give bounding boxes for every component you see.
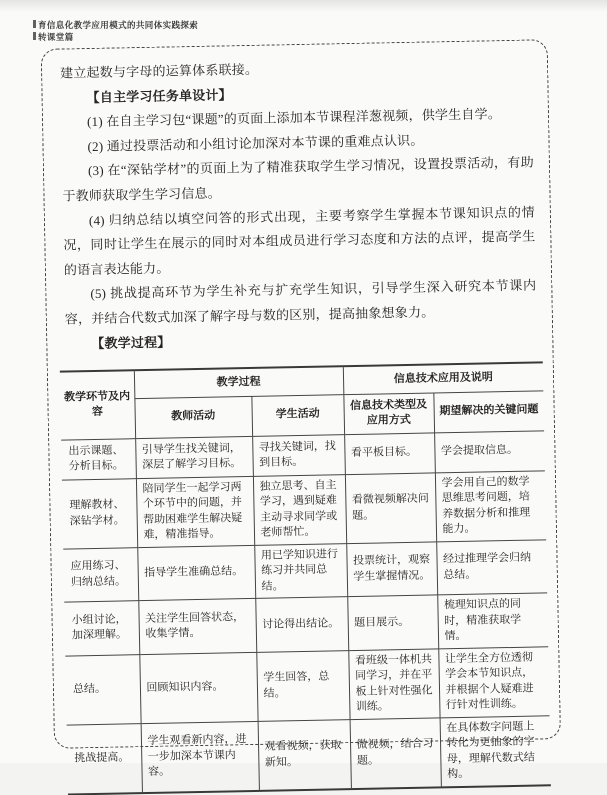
- header-env: 教学环节及内容: [60, 371, 135, 439]
- section-title-task-design: 【自主学习任务单设计】: [86, 86, 232, 105]
- cell-env: 小组讨论，加深理解。: [64, 601, 139, 656]
- teaching-process-table: [60, 363, 551, 793]
- cell-env: 应用练习、归纳总结。: [63, 547, 138, 602]
- cell-key-issue: 学会提取信息。: [434, 430, 545, 472]
- cell-env: 理解教材、深钻学材。: [62, 478, 137, 548]
- page-content: [41, 39, 561, 781]
- cell-student-activity: 寻找关键词，找到目标。: [252, 434, 345, 476]
- cell-tech-type: 看班级一体机共同学习，并在平板上针对性强化训练。: [348, 648, 439, 719]
- cell-key-issue: 经过推理学会归纳总结。: [436, 539, 547, 595]
- cell-tech-type: 微视频，结合习题。: [350, 717, 441, 787]
- cell-env: 总结。: [65, 654, 140, 724]
- task-item-2: (2) 通过投票活动和小组讨论加深对本节课的重难点认识。: [87, 132, 424, 154]
- cell-key-issue: 学会用自己的数学思维思考问题，培养数据分析和推理能力。: [435, 470, 546, 541]
- cell-tech-type: 看平板目标。: [344, 432, 435, 474]
- cell-student-activity: 学生回答，总结。: [256, 650, 349, 721]
- table-row: [67, 715, 551, 793]
- task-item-4: (4) 归纳总结以填空问答的形式出现，主要考察学生掌握本节课知识点的情况，同时让学生在展示的同时对本组成员进行学习态度和方法的点评，提高学生的语言表达能力。: [63, 204, 536, 278]
- header-tech-type: 信息技术类型及应用方式: [343, 392, 434, 434]
- body-text: [60, 53, 538, 357]
- clipped-glyph: [33, 32, 36, 40]
- cell-teacher-activity: 陪同学生一起学习两个环节中的问题，并帮助困难学生解决疑难，精准指导。: [136, 476, 254, 547]
- section-title-teaching-process: 【教学过程】: [91, 334, 171, 351]
- cell-env: 出示课题、分析目标。: [61, 438, 136, 479]
- cell-tech-type: 看微视频解决问题。: [345, 472, 436, 543]
- cell-env: 挑战提高。: [67, 723, 142, 793]
- task-item-1: (1) 在自主学习包“课题”的页面上添加本节课程洋葱视频，供学生自学。: [86, 106, 502, 130]
- cell-key-issue: 在具体数字问题上转化为更抽象的字母，理解代数式结构。: [440, 715, 551, 786]
- cell-student-activity: 用已学知识进行练习并共同总结。: [254, 543, 347, 598]
- table-row: [64, 593, 548, 656]
- cell-teacher-activity: 学生观看新内容，进一步加深本节课内容。: [141, 721, 259, 792]
- running-header-line1: 育信息化教学应用模式的共同体实践探索: [33, 20, 198, 32]
- header-group-process: 教学过程: [134, 367, 343, 398]
- teaching-process-table-wrap: [60, 361, 551, 795]
- header-student-activity: 学生活动: [251, 394, 344, 436]
- running-header: [33, 20, 198, 43]
- intro-paragraph: 建立起数与字母的运算体系联接。: [59, 61, 259, 81]
- header-teacher-activity: 教师活动: [134, 396, 252, 438]
- header-key-issue: 期望解决的关键问题: [433, 390, 544, 432]
- cell-teacher-activity: 回顾知识内容。: [139, 652, 257, 723]
- cell-student-activity: 观看视频，获取新知。: [258, 719, 351, 789]
- running-header-line2: 转课堂篇: [33, 32, 198, 44]
- header-group-it: 信息技术应用及说明: [343, 363, 543, 394]
- cell-key-issue: 梳理知识点的同时，精准获取学情。: [437, 593, 548, 649]
- cell-teacher-activity: 指导学生准确总结。: [137, 545, 255, 601]
- table-row: [65, 646, 549, 724]
- table-row: [63, 539, 547, 602]
- table-row: [62, 470, 546, 548]
- task-item-5: (5) 挑战提高环节为学生补充与扩充学生知识，引导学生深入研究本节课内容，并结合代数式加深了解字母与数的区别，提高抽象想象力。: [64, 277, 537, 327]
- cell-tech-type: 投票统计，观察学生掌握情况。: [346, 541, 437, 596]
- task-item-3: (3) 在“深钻学材”的页面上为了精准获取学生学习情况，设置投票活动，有助于教师获取学生学习信息。: [62, 154, 535, 204]
- cell-tech-type: 题目展示。: [347, 595, 438, 650]
- cell-key-issue: 让学生全方位透彻学会本节知识点，并根据个人疑难进行针对性训练。: [438, 646, 549, 717]
- cell-teacher-activity: 引导学生找关键词，深层了解学习目标。: [135, 436, 253, 478]
- cell-student-activity: 独立思考、自主学习，遇到疑难主动寻求同学或老师帮忙。: [253, 474, 346, 545]
- clipped-glyph: [33, 20, 36, 28]
- cell-teacher-activity: 关注学生回答状态，收集学情。: [138, 598, 256, 654]
- cell-student-activity: 讨论得出结论。: [255, 597, 348, 652]
